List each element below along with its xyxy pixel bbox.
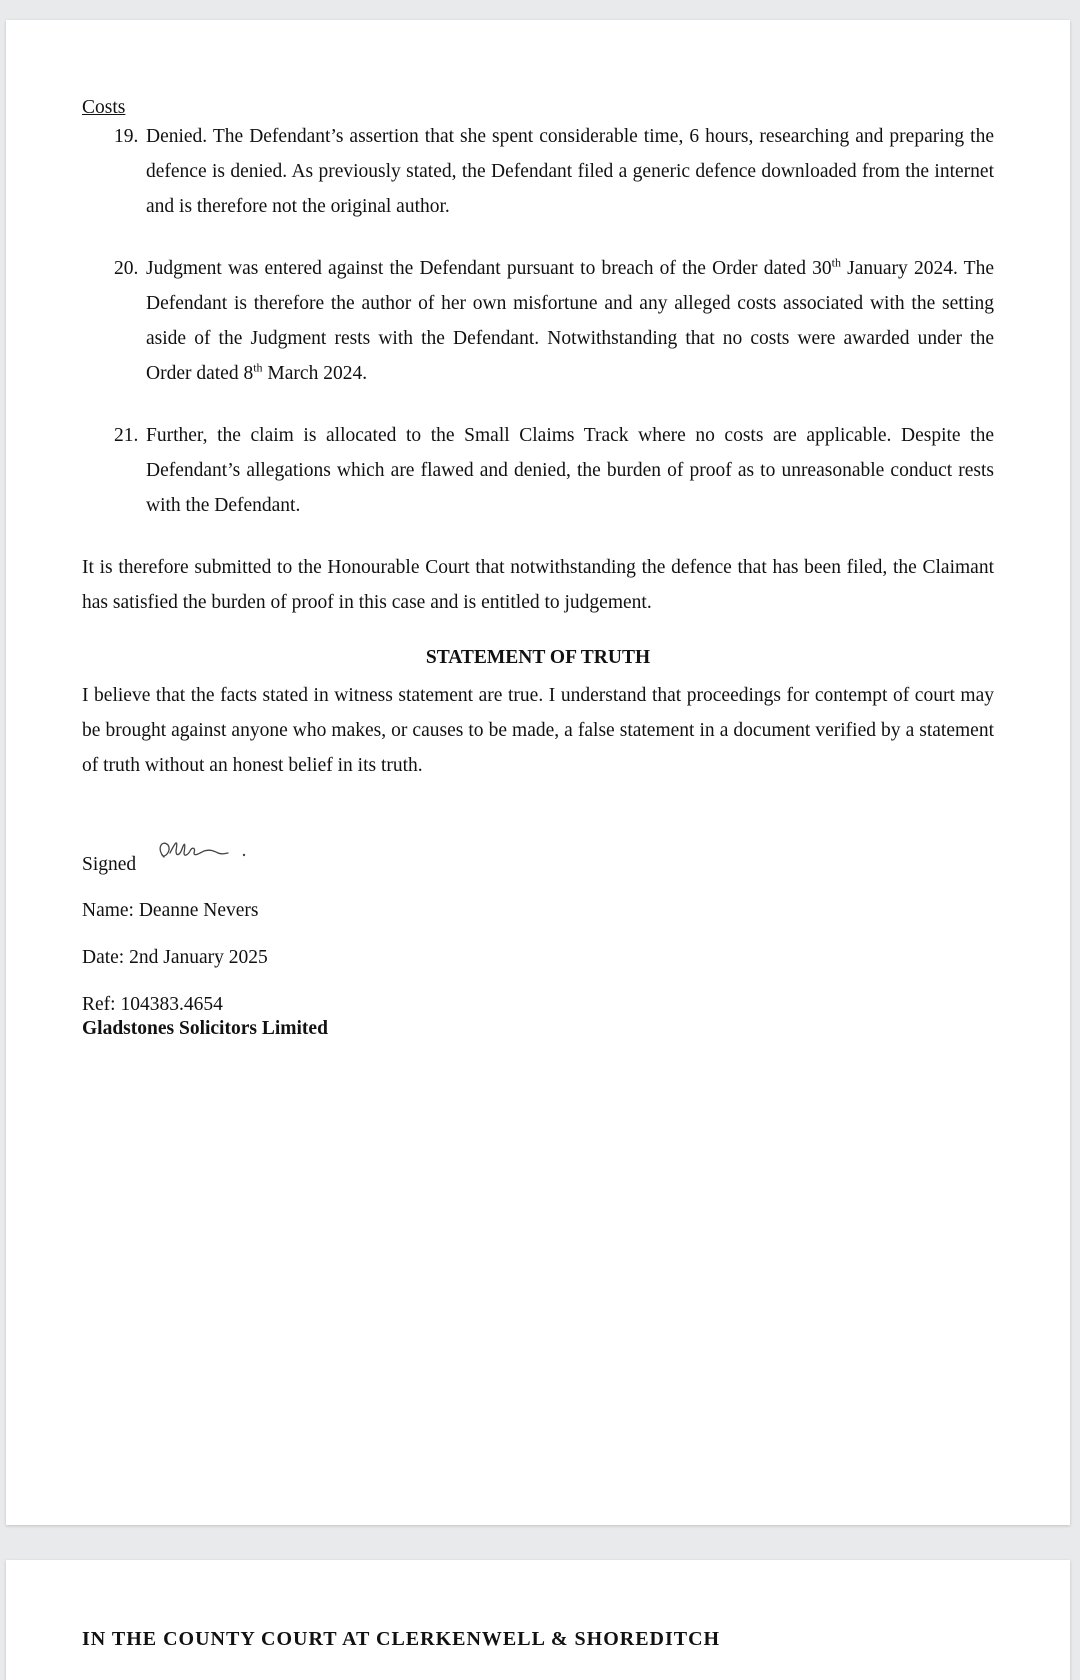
paragraph-text: Denied. The Defendant’s assertion that she spent considerable time, 6 hours, researching and preparing the defence is denied. As previously stated, the Defendant filed a generic defence downloaded from the internet and is therefore not the original author. [146, 126, 994, 217]
submission-paragraph: It is therefore submitted to the Honourable Court that notwithstanding the defence that has been filed, the Claimant has satisfied the burden of proof in this case and is entitled to judgement. [82, 557, 994, 613]
paragraph-number: 19. [114, 126, 139, 147]
ordinal-suffix: th [253, 360, 263, 375]
signatory-name: Name: Deanne Nevers [82, 900, 259, 921]
paragraph-text-c: March 2024. [262, 363, 368, 384]
paragraph-number: 21. [114, 425, 139, 446]
paragraph-19 [82, 119, 994, 224]
paragraph-21 [82, 418, 994, 523]
firm-name: Gladstones Solicitors Limited [82, 1018, 328, 1039]
ordinal-suffix: th [831, 255, 841, 270]
paragraph-20 [82, 251, 994, 391]
next-document-page [6, 1560, 1070, 1680]
statement-date: Date: 2nd January 2025 [82, 947, 268, 968]
paragraph-number: 20. [114, 258, 139, 279]
paragraph-text-b: January 2024. The Defendant is therefore the author of her own misfortune and any alleged costs associated with the setting aside of the Judgment rests with the Defendant. Notwithstanding that no costs were awarded under the Order dated 8 [146, 258, 994, 384]
page-content [82, 97, 994, 1041]
signed-line [82, 853, 994, 877]
paragraph-text: Further, the claim is allocated to the Small Claims Track where no costs are applicable. Despite the Defendant’s allegations which are flawed and denied, the burden of proof as to unreasonable conduct rests with the Defendant. [146, 425, 994, 516]
next-page-heading: IN THE COUNTY COURT AT CLERKENWELL & SHOREDITCH [82, 1628, 721, 1650]
signed-label: Signed [82, 854, 137, 875]
document-page [6, 20, 1070, 1525]
signature-scribble [154, 835, 254, 865]
statement-of-truth-title: STATEMENT OF TRUTH [425, 647, 651, 668]
statement-of-truth-text: I believe that the facts stated in witness statement are true. I understand that proceedings for contempt of court may be brought against anyone who makes, or causes to be made, a false statement in a document verified by a statement of truth without an honest belief in its truth. [82, 685, 994, 776]
paragraph-text-a: Judgment was entered against the Defendant pursuant to breach of the Order dated 30 [146, 258, 832, 279]
costs-heading: Costs [82, 97, 126, 118]
reference-number: Ref: 104383.4654 [82, 994, 223, 1015]
